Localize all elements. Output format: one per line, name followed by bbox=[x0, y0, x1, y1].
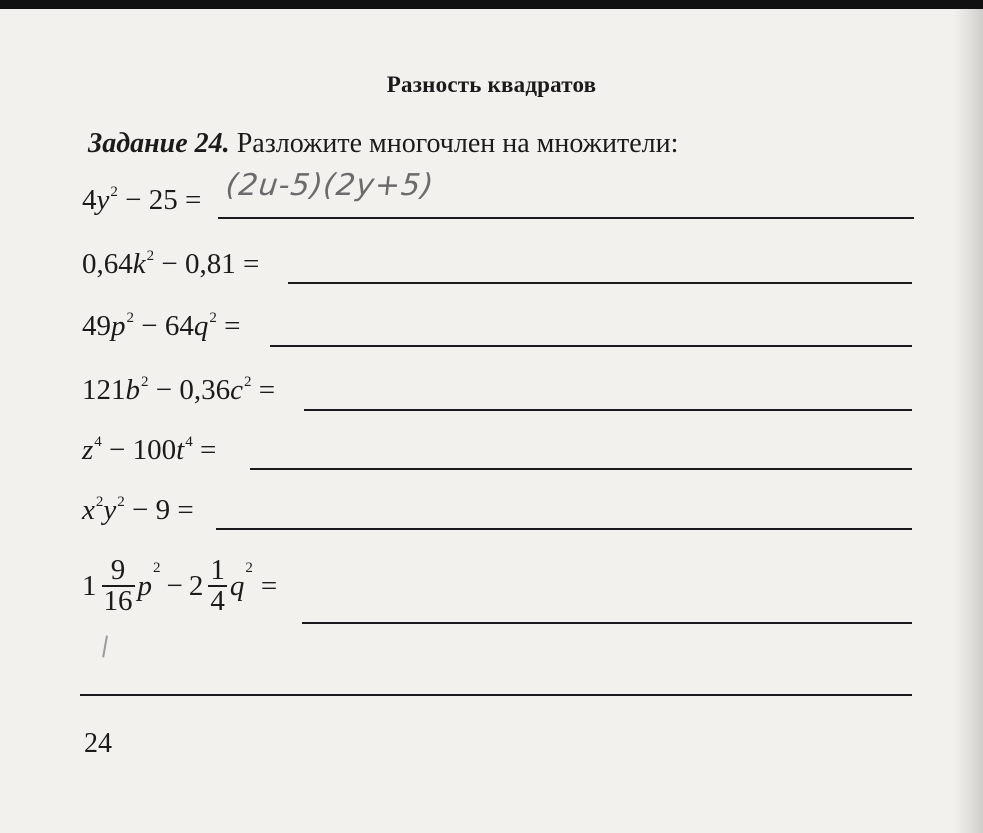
answer-line-6[interactable] bbox=[216, 528, 912, 530]
exercise-4 bbox=[82, 374, 275, 407]
exercise-7-expression: 1 $\frac{9}{16}$ p $^2$ − 2 $\frac{1}{4}$ q $^2$ = bbox=[82, 554, 278, 617]
page-number: 24 bbox=[84, 728, 112, 759]
exercise-7 bbox=[82, 556, 277, 616]
task-label: Задание 24. bbox=[88, 128, 230, 159]
section-heading: Разность квадратов bbox=[386, 72, 597, 97]
task-instruction: Разложите многочлен на множители: bbox=[236, 128, 679, 159]
answer-line-2[interactable] bbox=[288, 282, 912, 284]
answer-line-extra[interactable] bbox=[80, 694, 912, 696]
answer-line-1[interactable] bbox=[218, 217, 914, 219]
answer-line-7[interactable] bbox=[302, 622, 912, 624]
exercise-1 bbox=[82, 184, 201, 217]
answer-line-5[interactable] bbox=[250, 468, 912, 470]
exercise-2 bbox=[82, 248, 259, 281]
exercise-4-expression: $121b^2 - 0,36c^2$ = bbox=[82, 374, 276, 406]
fraction-one-quarter: $\frac{1}{4}$ bbox=[210, 554, 225, 617]
exercise-3 bbox=[82, 310, 240, 343]
handwritten-answer: (2u-5)(2y+5) bbox=[224, 168, 436, 203]
exercise-6 bbox=[82, 494, 194, 527]
exercise-5 bbox=[82, 434, 216, 467]
exercise-3-expression: $49p^2 - 64q^2$ = bbox=[82, 310, 241, 342]
answer-line-3[interactable] bbox=[270, 345, 912, 347]
page-right-edge bbox=[953, 9, 983, 833]
exercise-1-expression: $4y^2 - 25$ = bbox=[82, 184, 202, 216]
exercise-6-expression: $x^2y^2 - 9$ = bbox=[82, 494, 194, 526]
pencil-mark bbox=[102, 635, 114, 658]
answer-line-4[interactable] bbox=[304, 409, 912, 411]
scan-top-edge bbox=[0, 0, 983, 9]
fraction-nine-sixteenths: $\frac{9}{16}$ bbox=[103, 554, 133, 617]
task-statement bbox=[88, 128, 678, 160]
exercise-5-expression: $z^4 - 100t^4$ = bbox=[82, 434, 217, 466]
exercise-2-expression: $0,64k^2 - 0,81$ = bbox=[82, 248, 260, 280]
